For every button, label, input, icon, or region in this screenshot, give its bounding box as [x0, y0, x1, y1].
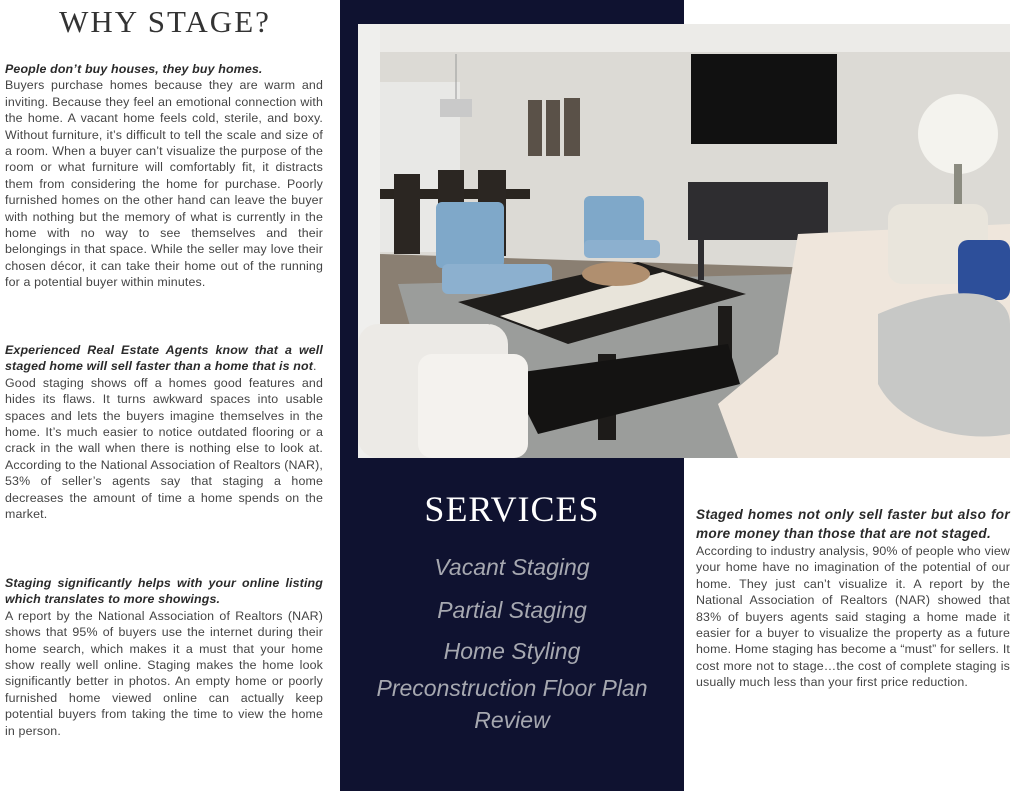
service-item: Preconstruction Floor Plan Review	[376, 675, 648, 733]
section-agents: Experienced Real Estate Agents know that a well staged home will sell faster than a home that is not. Good staging shows off a homes good features and hides its flaws. It turns awkward spaces into usable spaces and lets the buyers imagine themselves in the home. It’s much easier to notice outdated flooring or a crack in the wall when there is nothing else to look at. According to the National Association of Realtors (NAR), 53% of seller’s agents say that staging a home decreases the amount of time a home spends on the market.	[5, 343, 323, 522]
section-lead: Experienced Real Estate Agents know that a well staged home will sell faster than a home that is not	[5, 343, 323, 374]
section-body: According to industry analysis, 90% of people who view your home have no imagination of the potential of our home. They just can’t visualize it. A report by the National Association of Realtors (NAR) showed that 83% of buyers agents said staging a home made it easier for a buyer to visualize the property as a future home. Home staging has become a “must” for sellers. It cost more not to stage…the cost of complete staging is usually much less than your first price reduction.	[696, 544, 1010, 690]
section-body: Good staging shows off a homes good features and hides its flaws. It turns awkward spaces into usable spaces and lets the buyers imagine themselves in the home. It’s much easier to notice outdated flooring or a crack in the wall when there is nothing else to look at. According to the National Association of Realtors (NAR), 53% of seller’s agents say that staging a home decreases the amount of time a home spends on the market.	[5, 375, 323, 522]
living-room-photo	[358, 24, 1010, 458]
section-body: Buyers purchase homes because they are warm and inviting. Because they feel an emotional connection with the home. A vacant home feels cold, sterile, and boxy. Without furniture, it’s difficult to tell the scale and size of a room. When a buyer can’t visualize the purpose of the room or what furniture will comfortably fit, it distracts them from considering the home for purchase. Poorly furnished homes on the other hand can leave the buyer with nothing but the memory of what is currently in the home with no way to see themselves and their belongings in that space. While the seller may love their chosen décor, it can take their home out of the running for a potential buyer within minutes.	[5, 78, 323, 290]
section-lead: Staged homes not only sell faster but also for more money than those that are not staged.	[696, 507, 1010, 541]
section-lead: Staging significantly helps with your online listing which translates to more showings.	[5, 576, 323, 607]
section-emotional	[5, 61, 323, 291]
service-item: Partial Staging	[437, 597, 587, 623]
section-online	[5, 575, 323, 739]
section-body: A report by the National Association of Realtors (NAR) shows that 95% of buyers use the internet during their home search, which makes it a must that your home show really well online. Staging makes the home look significantly better in photos. An empty home or poorly furnished home viewed online can actually keep potential buyers from taking the time to view the home in person.	[5, 608, 323, 738]
service-item: Vacant Staging	[434, 554, 590, 580]
section-money	[696, 505, 1010, 691]
why-stage-column	[0, 0, 340, 791]
section-lead: People don’t buy houses, they buy homes.	[5, 62, 263, 76]
services-heading: SERVICES	[424, 489, 600, 529]
service-item: Home Styling	[443, 638, 581, 664]
why-stage-heading: WHY STAGE?	[59, 4, 271, 39]
